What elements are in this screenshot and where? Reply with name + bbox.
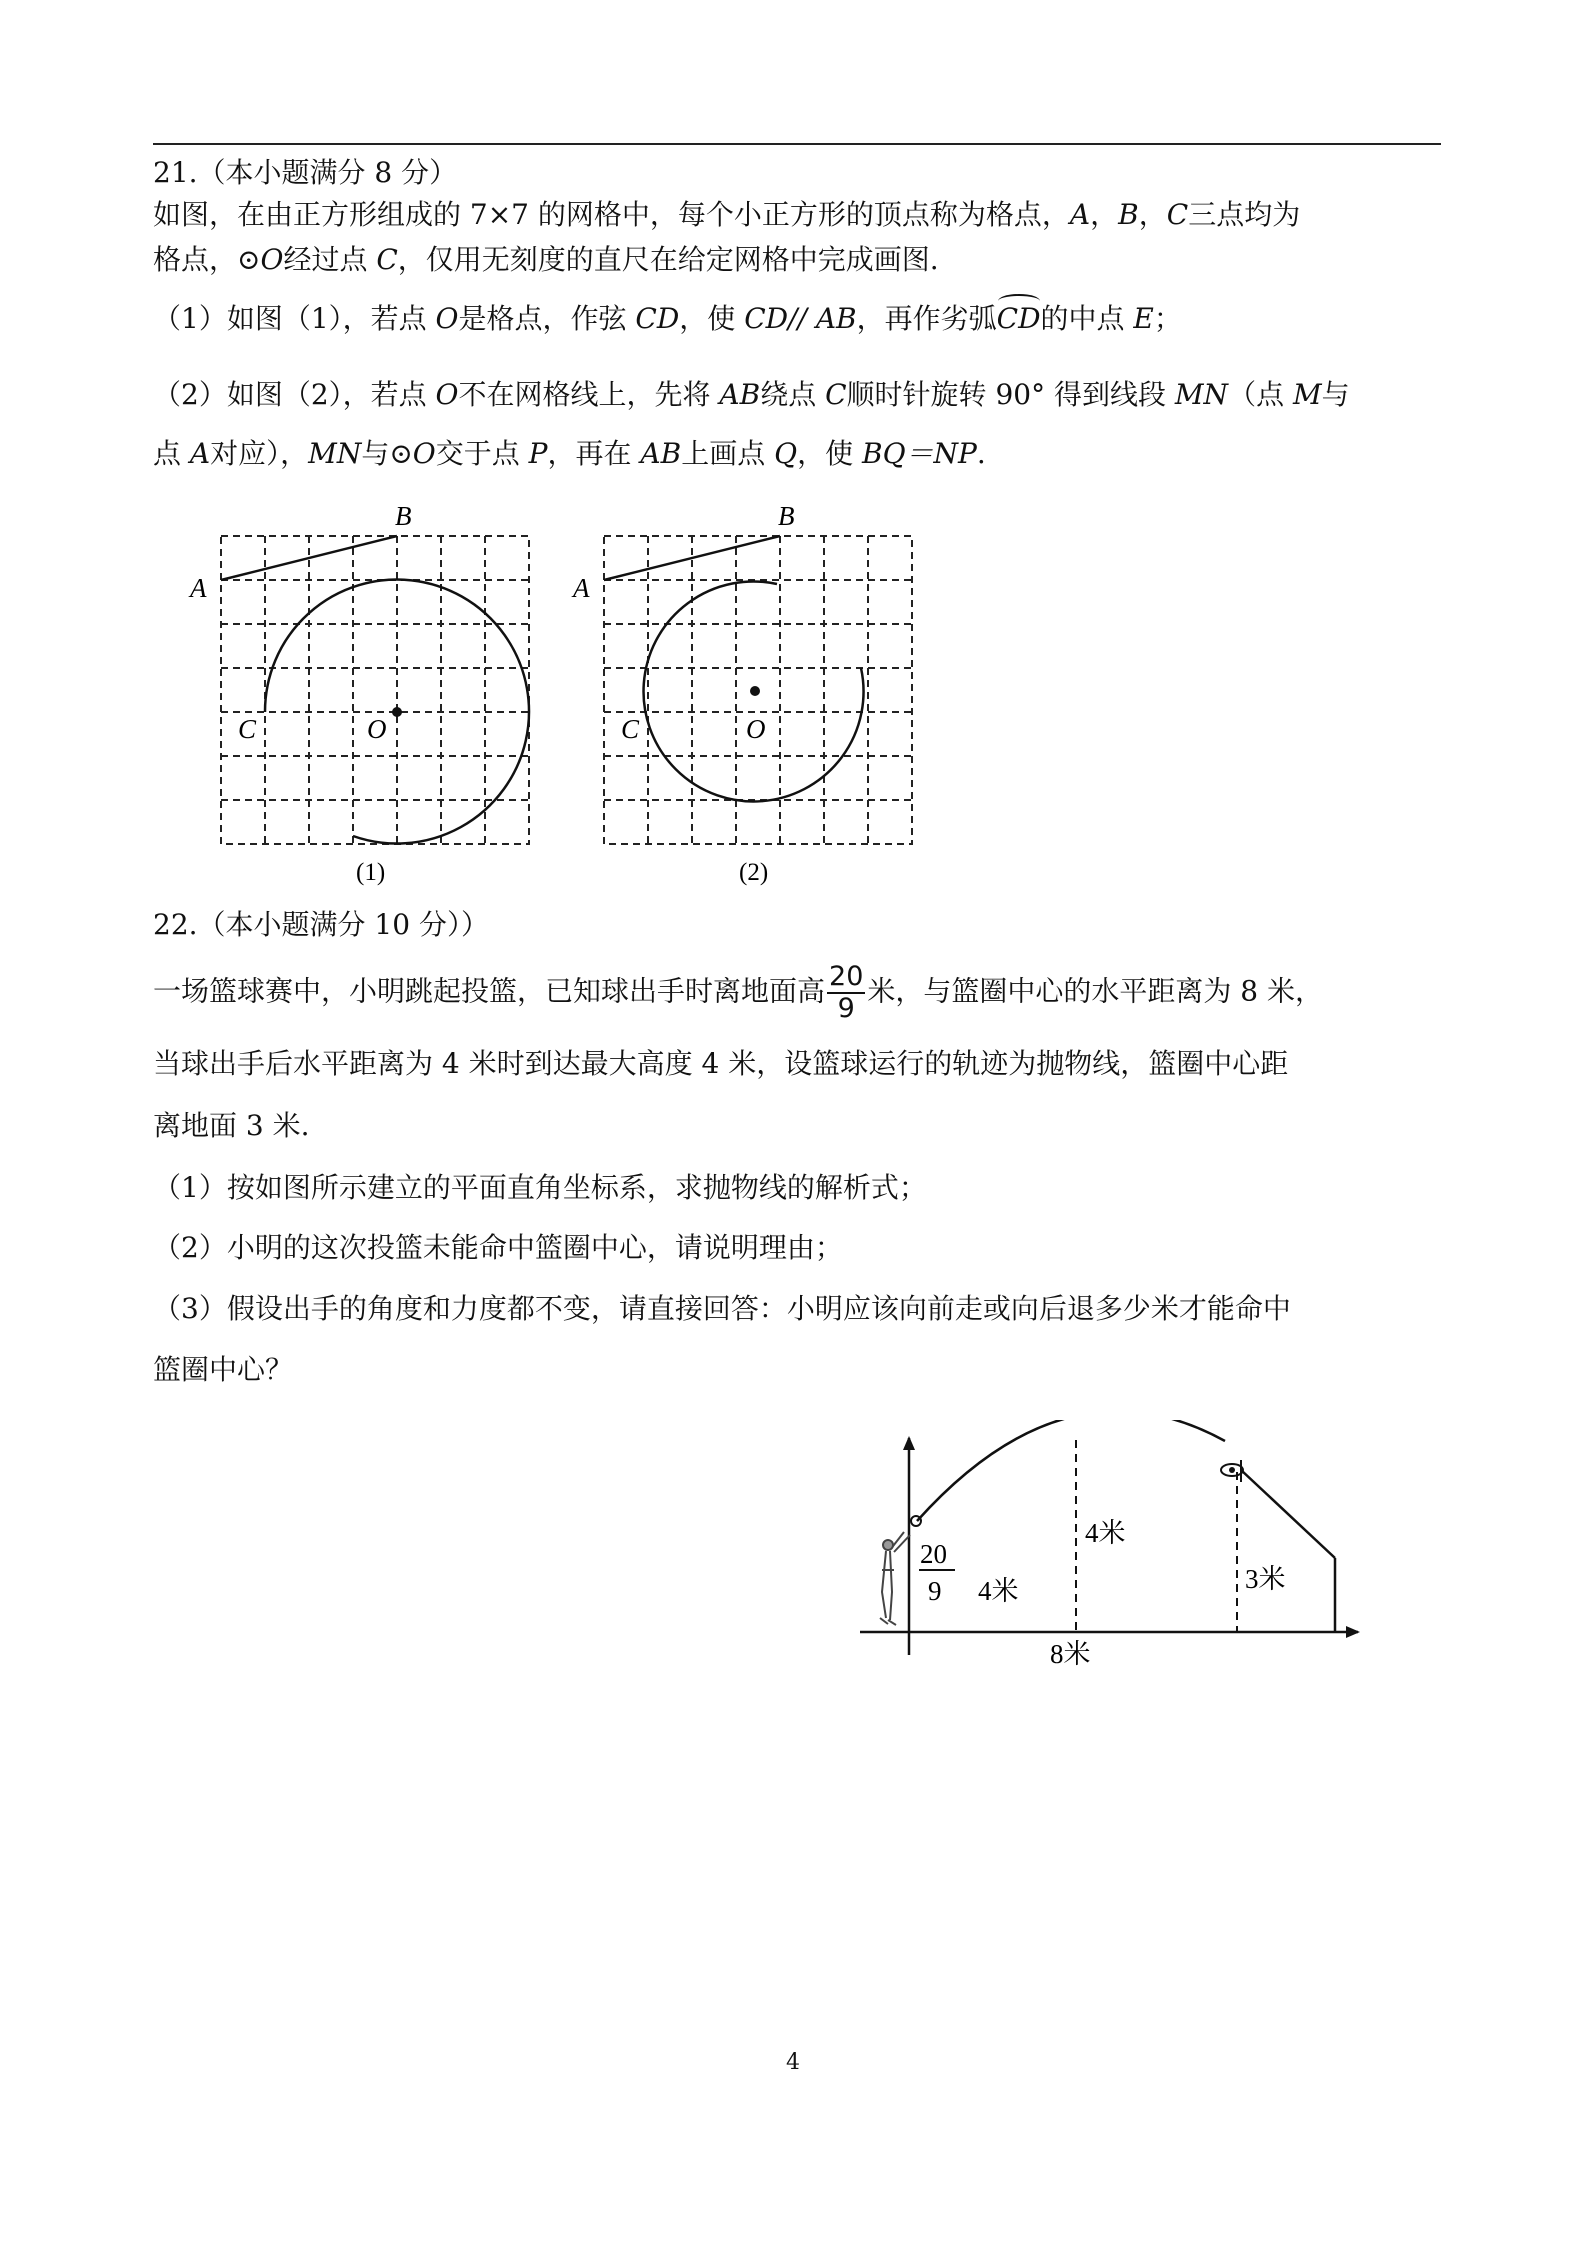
- q21-intro-line-2: 格点，⊙O经过点 C，仅用无刻度的直尺在给定网格中完成画图.: [153, 243, 939, 276]
- q21-heading: 21.（本小题满分 8 分）: [153, 156, 458, 189]
- fraction-20-9: $\frac{20}{9}$: [829, 961, 864, 1024]
- label-c: C: [238, 714, 257, 744]
- label-a: A: [573, 573, 590, 603]
- label-a: A: [190, 573, 207, 603]
- label-4m-vertical: 4米: [1085, 1518, 1126, 1548]
- page-number: 4: [786, 2050, 800, 2075]
- label-frac-den: 9: [928, 1576, 942, 1606]
- header-rule: [153, 143, 1441, 145]
- q22-part-3-cont: 篮圈中心？: [153, 1353, 294, 1386]
- label-b: B: [395, 501, 412, 531]
- q22-part-2: （2）小明的这次投篮未能命中篮圈中心，请说明理由；: [153, 1231, 843, 1264]
- label-8m: 8米: [1050, 1639, 1091, 1669]
- label-o: O: [746, 714, 766, 744]
- label-3m: 3米: [1245, 1564, 1286, 1594]
- label-o: O: [367, 714, 387, 744]
- label-4m-horizontal: 4米: [978, 1576, 1019, 1606]
- hoop-center: [1229, 1467, 1235, 1473]
- label-frac-num: 20: [920, 1539, 947, 1569]
- q21-intro-line-1: 如图，在由正方形组成的 7×7 的网格中，每个小正方形的顶点称为格点，A，B，C三点均为: [153, 198, 1301, 231]
- ball-trajectory: [917, 1420, 1225, 1521]
- arc-cd-notation: CD: [997, 299, 1041, 339]
- q21-part-1: （1）如图（1），若点 O是格点，作弦 CD，使 CD// AB，再作劣弧CD的中点 E；: [153, 299, 1182, 339]
- q21-part-2-cont: 点 A对应），MN与⊙O交于点 P，再在 AB上画点 Q，使 BQ＝NP.: [153, 437, 986, 470]
- q22-heading: 22.（本小题满分 10 分））: [153, 908, 489, 941]
- q22-part-1: （1）按如图所示建立的平面直角坐标系，求抛物线的解析式；: [153, 1171, 927, 1204]
- figure-caption: (1): [356, 859, 386, 886]
- figure-caption: (2): [739, 859, 769, 886]
- figure-1-grid-circle: [180, 495, 550, 895]
- figure-3-basketball: [860, 1420, 1380, 1680]
- q22-text-line-3: 离地面 3 米.: [153, 1109, 310, 1142]
- label-c: C: [621, 714, 640, 744]
- center-o-dot: [750, 686, 760, 696]
- center-o-dot: [392, 707, 402, 717]
- backboard-support: [1241, 1470, 1335, 1558]
- label-b: B: [778, 501, 795, 531]
- q21-part-2: （2）如图（2），若点 O不在网格线上，先将 AB绕点 C顺时针旋转 90° 得到线段 MN（点 M与: [153, 378, 1350, 411]
- player-figure: [880, 1516, 921, 1625]
- figure-2-grid-circle: [563, 495, 933, 895]
- q22-text-line-2: 当球出手后水平距离为 4 米时到达最大高度 4 米，设篮球运行的轨迹为抛物线，篮圈中心距: [153, 1047, 1289, 1080]
- q22-text-line-1: 一场篮球赛中，小明跳起投篮，已知球出手时离地面高 $\frac{20}{9}$ 米，与篮圈中心的水平距离为 8 米，: [153, 961, 1323, 1024]
- q22-part-3: （3）假设出手的角度和力度都不变，请直接回答：小明应该向前走或向后退多少米才能命中: [153, 1292, 1291, 1325]
